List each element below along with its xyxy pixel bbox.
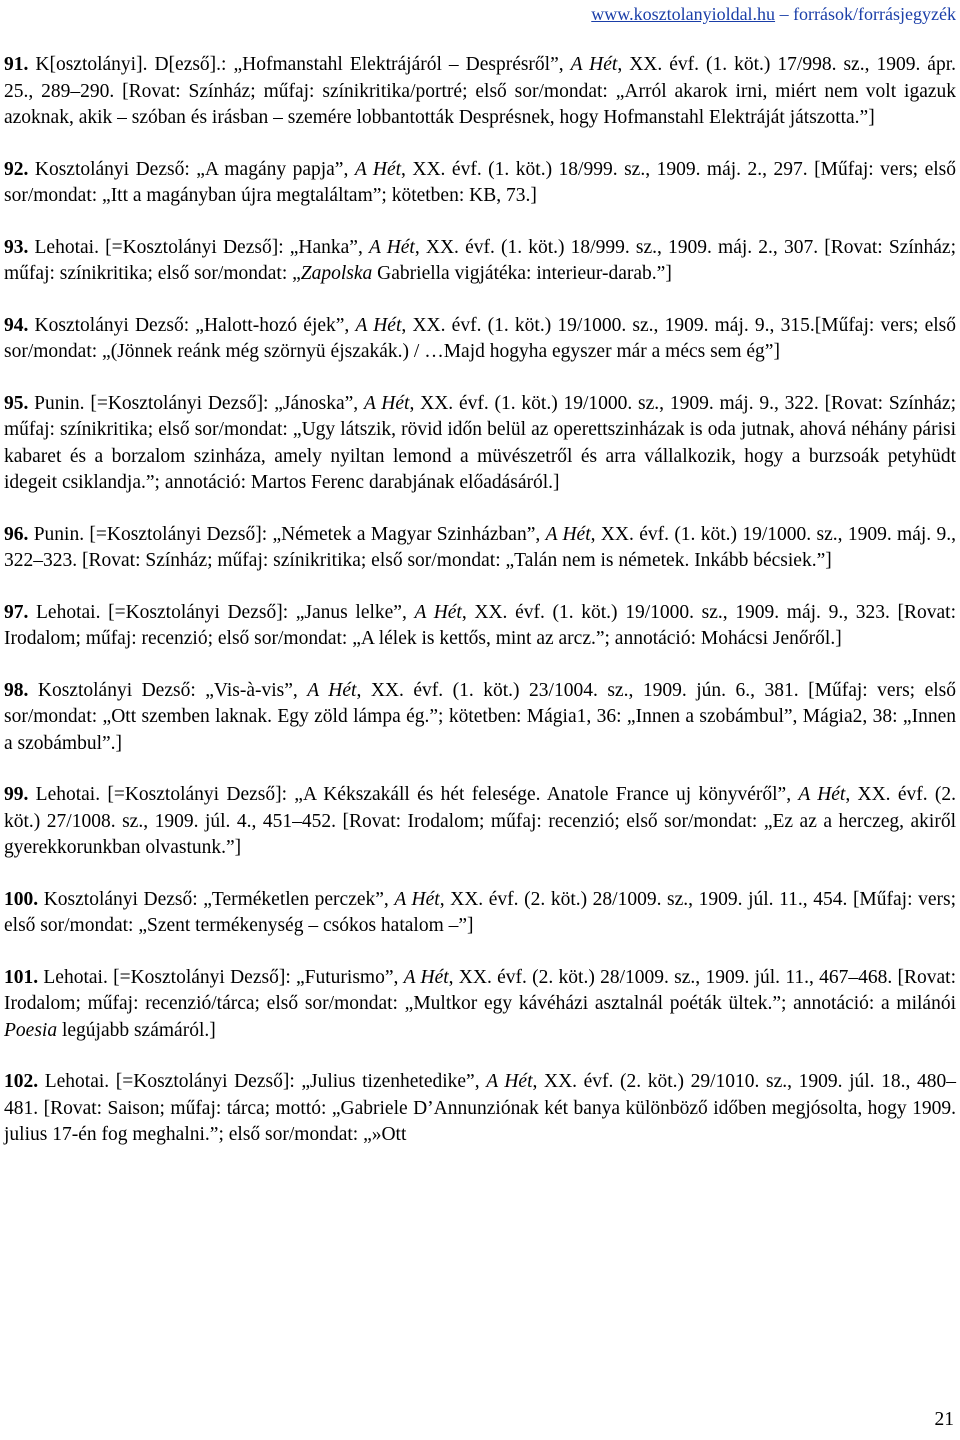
entry-journal-title: A Hét (414, 601, 462, 623)
bibliography-entry-102 (4, 1069, 956, 1149)
entry-italic-text: Poesia (4, 1019, 58, 1041)
entry-text: K[osztolányi]. D[ezső].: „Hofmanstahl Elektrájáról – Desprésről”, (28, 54, 571, 75)
entry-number: 91. (4, 54, 29, 75)
entry-text: Kosztolányi Dezső: „Vis-à-vis”, (28, 679, 308, 701)
entry-number: 95. (4, 392, 29, 414)
bibliography-entry-96 (4, 522, 956, 575)
site-link[interactable]: www.kosztolanyioldal.hu (591, 4, 776, 24)
bibliography-entry-101 (4, 965, 956, 1045)
entry-number: 93. (4, 236, 29, 258)
bibliography-entry-92 (4, 157, 956, 210)
entry-text: Lehotai. [=Kosztolányi Dezső]: „Futurismo”, (38, 966, 404, 988)
bibliography-list (4, 52, 956, 1174)
bibliography-entry-98 (4, 678, 956, 758)
header-section: – források/forrásjegyzék (779, 4, 956, 24)
entry-text: , XX. évf. (1. köt.) 19/1000. sz., 1909. máj. 9., 322. [Rovat: Színház; műfaj: színikritika; első sor/mondat: „Ugy látszik, rövid időn belül az operettszinházak is oda jutnak, ahová néhány párisi kabaret és a borzalom szinháza, amely nyiltan lemond a müvészetről és arra vállalkozik, hogy a burzsoák petyhüdt idegeit csiklandja.”; annotáció: Martos Ferenc darabjának előadásáról.] (4, 392, 956, 493)
bibliography-entry-95 (4, 391, 956, 497)
entry-number: 92. (4, 158, 29, 180)
entry-text: , XX. évf. (2. köt.) 27/1008. sz., 1909. júl. 4., 451–452. [Rovat: Irodalom; műfaj: recenzió; első sor/mondat: „Ez az a herczeg, akiről gyerekkorunkban olvastunk.”] (4, 784, 956, 858)
bibliography-entry-91 (4, 52, 956, 132)
entry-journal-title: A Hét (368, 236, 415, 258)
entry-text: Gabriella vigjátéka: interieur-darab.”] (372, 263, 672, 284)
entry-journal-title: A Hét (545, 523, 591, 545)
entry-text: , XX. évf. (2. köt.) 28/1009. sz., 1909. júl. 11., 454. [Műfaj: vers; első sor/mondat: „Szent termékenység – csókos hatalom –”] (4, 888, 956, 936)
entry-italic-text: Zapolska (300, 263, 373, 284)
entry-journal-title: A Hét (355, 314, 402, 336)
entry-text: Lehotai. [=Kosztolányi Dezső]: „Janus lelke”, (28, 601, 415, 623)
page-header (591, 2, 956, 26)
entry-number: 98. (4, 679, 29, 701)
entry-text: , XX. évf. (1. köt.) 17/998. sz., 1909. ápr. 25., 289–290. [Rovat: Színház; műfaj: színikritika/portré; első sor/mondat: „Arról akarok irni, miért nem volt igazuk azoknak, akik – szóban és irásban – szemére lobbantották Desprésnek, hogy Hofmanstahl Elektráját játszotta.”] (4, 54, 957, 128)
entry-journal-title: A Hét (307, 679, 357, 701)
entry-text: , XX. évf. (1. köt.) 19/1000. sz., 1909. máj. 9., 323. [Rovat: Irodalom; műfaj: recenzió; első sor/mondat: „A lélek is kettős, mint az arcz.”; annotáció: Mohácsi Jenőről.] (4, 601, 956, 649)
entry-text: , XX. évf. (1. köt.) 23/1004. sz., 1909. jún. 6., 381. [Műfaj: vers; első sor/mondat: „Ott szemben laknak. Egy zöld lámpa ég.”; kötetben: Mágia1, 36: „Innen a szobámbul”, Mágia2, 38: „Innen a szobámbul”.] (4, 679, 956, 754)
entry-text: Kosztolányi Dezső: „A magány papja”, (28, 158, 355, 180)
entry-number: 99. (4, 784, 29, 805)
bibliography-entry-100 (4, 887, 956, 940)
entry-number: 96. (4, 523, 29, 545)
page-number: 21 (934, 1409, 954, 1430)
entry-text: Lehotai. [=Kosztolányi Dezső]: „Hanka”, (28, 236, 369, 258)
entry-journal-title: A Hét (354, 158, 402, 180)
entry-text: Lehotai. [=Kosztolányi Dezső]: „Julius tizenhetedike”, (38, 1071, 487, 1092)
entry-journal-title: A Hét (798, 784, 846, 805)
entry-text: , XX. évf. (1. köt.) 18/999. sz., 1909. máj. 2., 297. [Műfaj: vers; első sor/mondat: „Itt a magányban újra megtaláltam”; kötetben: KB, 73.] (4, 158, 956, 206)
entry-text: Punin. [=Kosztolányi Dezső]: „Németek a Magyar Szinházban”, (28, 523, 546, 545)
bibliography-entry-99 (4, 782, 956, 862)
entry-text: Kosztolányi Dezső: „Halott-hozó éjek”, (28, 314, 356, 336)
entry-journal-title: A Hét (570, 54, 618, 75)
entry-journal-title: A Hét (394, 888, 440, 910)
entry-number: 94. (4, 314, 29, 336)
entry-text: Lehotai. [=Kosztolányi Dezső]: „A Kékszakáll és hét felesége. Anatole France uj könyvéről”, (28, 784, 799, 805)
bibliography-entry-93 (4, 235, 956, 288)
entry-text: Kosztolányi Dezső: „Terméketlen perczek”, (38, 888, 395, 910)
bibliography-entry-94 (4, 313, 956, 366)
entry-journal-title: A Hét (363, 392, 410, 414)
entry-journal-title: A Hét (486, 1071, 533, 1092)
entry-text: , XX. évf. (2. köt.) 29/1010. sz., 1909. júl. 18., 480–481. [Rovat: Saison; műfaj: tárca; mottó: „Gabriele D’Annunziónak két banya különböző időben megjósolta, hogy 1909. julius 17-én fog meghalni.”; első sor/mondat: „»Ott (4, 1071, 957, 1145)
entry-number: 101. (4, 966, 39, 988)
entry-journal-title: A Hét (403, 966, 449, 988)
entry-text: legújabb számáról.] (57, 1019, 216, 1041)
entry-number: 97. (4, 601, 29, 623)
entry-text: , XX. évf. (1. köt.) 19/1000. sz., 1909. máj. 9., 322–323. [Rovat: Színház; műfaj: színikritika; első sor/mondat: „Talán nem is németek. Inkább bécsiek.”] (4, 523, 957, 571)
bibliography-entry-97 (4, 600, 956, 653)
entry-text: , XX. évf. (1. köt.) 18/999. sz., 1909. máj. 2., 307. [Rovat: Színház; műfaj: színikritika; első sor/mondat: „ (4, 236, 956, 284)
entry-number: 100. (4, 888, 39, 910)
entry-text: , XX. évf. (2. köt.) 28/1009. sz., 1909. júl. 11., 467–468. [Rovat: Irodalom; műfaj: recenzió/tárca; első sor/mondat: „Multkor egy kávéházi asztalnál poéták ültek.”; annotáció: a milánói (4, 966, 957, 1014)
entry-number: 102. (4, 1071, 39, 1092)
entry-text: , XX. évf. (1. köt.) 19/1000. sz., 1909. máj. 9., 315.[Műfaj: vers; első sor/mondat: „(Jönnek reánk még szörnyü éjszakák.) / …Majd hogyha egyszer már a mécs sem ég”] (4, 314, 956, 362)
entry-text: Punin. [=Kosztolányi Dezső]: „Jánoska”, (28, 392, 364, 414)
